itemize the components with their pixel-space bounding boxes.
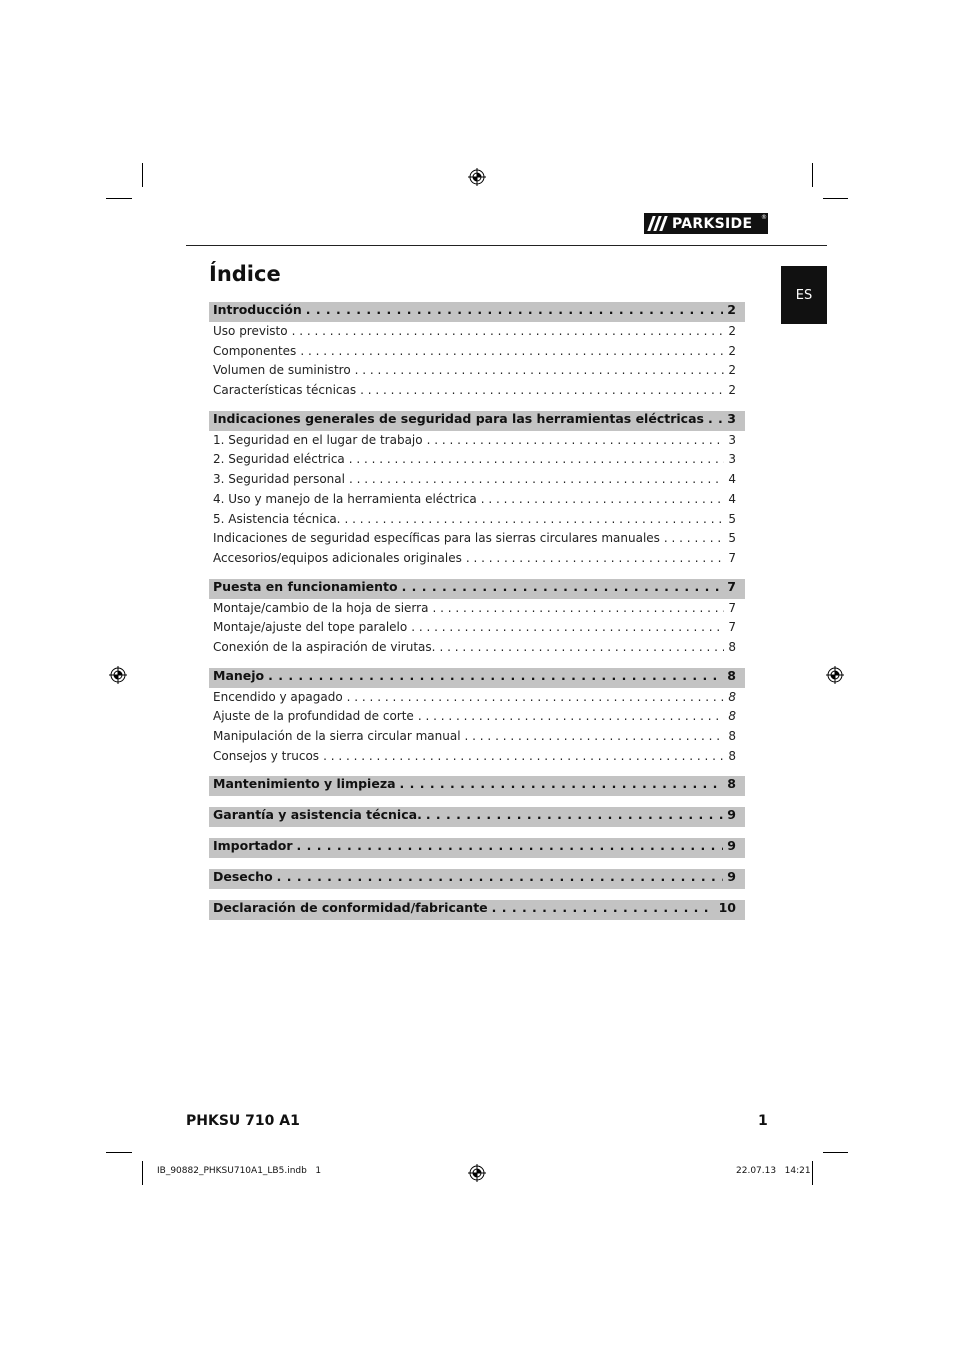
toc-item[interactable] [213, 729, 736, 749]
toc-section-title: Introducción [213, 302, 302, 317]
toc-section-header[interactable] [209, 838, 745, 858]
leader-dots [466, 551, 725, 565]
toc-item-title: Componentes [213, 343, 297, 358]
toc-section-page: 8 [727, 667, 736, 683]
toc-section [209, 411, 745, 571]
leader-dots [345, 512, 725, 526]
crop-mark [106, 198, 132, 199]
toc-item-title: 2. Seguridad eléctrica [213, 452, 345, 467]
toc-item-title: Uso previsto [213, 324, 288, 338]
toc-section-title: Importador [213, 838, 293, 854]
toc-section-title: Indicaciones generales de seguridad para las herramientas eléctricas [213, 410, 704, 426]
toc-item-page: 8 [728, 689, 736, 704]
toc-item-list [209, 688, 745, 769]
toc-item[interactable] [213, 620, 736, 640]
print-slug-file: IB_90882_PHKSU710A1_LB5.indb 1 [157, 1166, 322, 1176]
toc-section-page: 3 [727, 410, 736, 426]
toc-item-page: 7 [728, 550, 736, 565]
toc-item[interactable] [213, 344, 736, 364]
toc-item[interactable] [213, 472, 736, 492]
toc-item-list [209, 431, 745, 571]
toc-section-title: Mantenimiento y limpieza [213, 776, 396, 792]
toc-item-page: 4 [728, 472, 736, 487]
leader-dots [432, 601, 724, 615]
leader-dots [411, 620, 724, 634]
leader-dots [708, 411, 723, 426]
toc-item-title: Indicaciones de seguridad específicas para las sierras circulares manuales [213, 531, 660, 546]
leader-dots [426, 807, 723, 822]
leader-dots [277, 869, 724, 884]
leader-dots [306, 302, 724, 317]
toc-item-title: 1. Seguridad en el lugar de trabajo [213, 432, 423, 447]
toc-item-title: Encendido y apagado [213, 689, 343, 704]
leader-dots [355, 363, 725, 377]
toc-section-title: Desecho [213, 869, 273, 885]
toc-section-title: Declaración de conformidad/fabricante [213, 900, 488, 916]
toc-section-page: 9 [727, 807, 736, 823]
toc-section-page: 9 [727, 838, 736, 854]
toc-item-title: Volumen de suministro [213, 363, 351, 378]
toc-item-title: 3. Seguridad personal [213, 472, 345, 487]
header-rule [186, 245, 827, 246]
toc-section-page: 10 [718, 900, 736, 916]
toc-item-title: Conexión de la aspiración de virutas. [213, 639, 436, 654]
toc-item-page: 7 [728, 620, 736, 635]
toc-item-page: 8 [728, 639, 736, 654]
toc-item-page: 4 [728, 491, 736, 506]
leader-dots [268, 668, 723, 683]
toc-section-page: 2 [727, 302, 736, 317]
toc-item-page: 5 [728, 511, 736, 526]
toc-section-header[interactable] [209, 776, 745, 796]
toc-item-title: Consejos y trucos [213, 748, 320, 763]
leader-dots [481, 492, 725, 506]
leader-dots [427, 433, 725, 447]
language-tab-label: ES [795, 288, 813, 303]
toc-section-title: Manejo [213, 667, 265, 683]
toc-section-header[interactable] [209, 579, 745, 599]
toc-section-title: Garantía y asistencia técnica. [213, 807, 422, 823]
leader-dots [439, 640, 724, 654]
crop-mark [812, 1161, 813, 1185]
registered-mark: ® [761, 214, 767, 221]
toc-section [209, 668, 745, 769]
registration-target-icon [468, 1164, 486, 1182]
toc-section-header[interactable] [209, 869, 745, 889]
toc-item-title: Montaje/cambio de la hoja de sierra [213, 600, 429, 615]
leader-dots [360, 383, 724, 397]
toc-item-list [209, 322, 745, 403]
toc-section-header[interactable] [209, 302, 745, 322]
toc-item[interactable] [213, 492, 736, 512]
toc-item[interactable] [213, 690, 736, 710]
toc-section-header[interactable] [209, 807, 745, 827]
leader-dots [323, 749, 724, 763]
crop-mark [812, 163, 813, 187]
leader-dots [400, 776, 724, 791]
leader-dots [465, 729, 725, 743]
toc-item-page: 3 [728, 452, 736, 467]
toc-item-title: Manipulación de la sierra circular manual [213, 729, 461, 743]
toc-item[interactable] [213, 433, 736, 453]
crop-mark [106, 1152, 132, 1153]
toc-section [209, 869, 745, 889]
toc-item[interactable] [213, 512, 736, 532]
toc-section [209, 776, 745, 796]
toc-item[interactable] [213, 363, 736, 383]
registration-target-icon [109, 666, 127, 684]
crop-mark [142, 1161, 143, 1185]
language-tab [781, 266, 827, 324]
toc-section-page: 7 [727, 578, 736, 594]
logo-stripes-icon [644, 213, 670, 234]
toc-item[interactable] [213, 709, 736, 729]
toc-section [209, 302, 745, 403]
toc-item[interactable] [213, 383, 736, 403]
leader-dots [418, 709, 725, 723]
leader-dots [402, 579, 724, 594]
toc-item-title: Accesorios/equipos adicionales originales [213, 550, 462, 565]
crop-mark [142, 163, 143, 187]
brand-name: PARKSIDE [672, 215, 753, 232]
toc-section [209, 838, 745, 858]
leader-dots [349, 452, 725, 466]
toc-item-title: 5. Asistencia técnica. [213, 511, 341, 526]
leader-dots [292, 324, 725, 338]
toc-item[interactable] [213, 640, 736, 660]
toc-item-title: Ajuste de la profundidad de corte [213, 709, 414, 724]
toc-item-page: 3 [728, 432, 736, 447]
toc-item-page: 2 [728, 343, 736, 358]
toc-item-page: 8 [728, 709, 736, 724]
leader-dots [492, 900, 715, 915]
crop-mark [823, 1152, 848, 1153]
leader-dots [347, 690, 725, 704]
toc-item[interactable] [213, 324, 736, 344]
toc-item-page: 2 [728, 363, 736, 378]
toc-item[interactable] [213, 531, 736, 551]
toc-item-page: 7 [728, 600, 736, 615]
leader-dots [664, 531, 724, 545]
toc-item-page: 5 [728, 531, 736, 546]
print-slug-date: 22.07.13 14:21 [736, 1166, 811, 1176]
toc-item-title: Montaje/ajuste del tope paralelo [213, 620, 408, 635]
toc-section-header[interactable] [209, 411, 745, 431]
toc-section [209, 900, 745, 920]
crop-mark [823, 198, 848, 199]
toc-item-page: 8 [728, 748, 736, 763]
toc-section-header[interactable] [209, 668, 745, 688]
brand-logo [644, 213, 768, 234]
toc-item-list [209, 599, 745, 660]
footer-model: PHKSU 710 A1 [186, 1113, 300, 1129]
toc-item-page: 2 [728, 324, 736, 338]
registration-target-icon [468, 168, 486, 186]
toc-item[interactable] [213, 601, 736, 621]
toc-section [209, 579, 745, 660]
page-title: Índice [209, 262, 281, 286]
toc-item[interactable] [213, 452, 736, 472]
toc-item-page: 8 [728, 729, 736, 743]
toc-item-title: 4. Uso y manejo de la herramienta eléctrica [213, 491, 477, 506]
leader-dots [297, 838, 724, 853]
toc-section-title: Puesta en funcionamiento [213, 578, 398, 594]
toc-section-header[interactable] [209, 900, 745, 920]
toc-section-page: 9 [727, 869, 736, 885]
toc-section [209, 807, 745, 827]
toc-item-page: 2 [728, 383, 736, 398]
leader-dots [300, 344, 724, 358]
toc-section-page: 8 [727, 776, 736, 792]
footer-page-number: 1 [758, 1113, 768, 1129]
toc-item[interactable] [213, 749, 736, 769]
registration-target-icon [826, 666, 844, 684]
leader-dots [349, 472, 724, 486]
toc-item-title: Características técnicas [213, 383, 357, 398]
table-of-contents [209, 302, 745, 931]
toc-item[interactable] [213, 551, 736, 571]
